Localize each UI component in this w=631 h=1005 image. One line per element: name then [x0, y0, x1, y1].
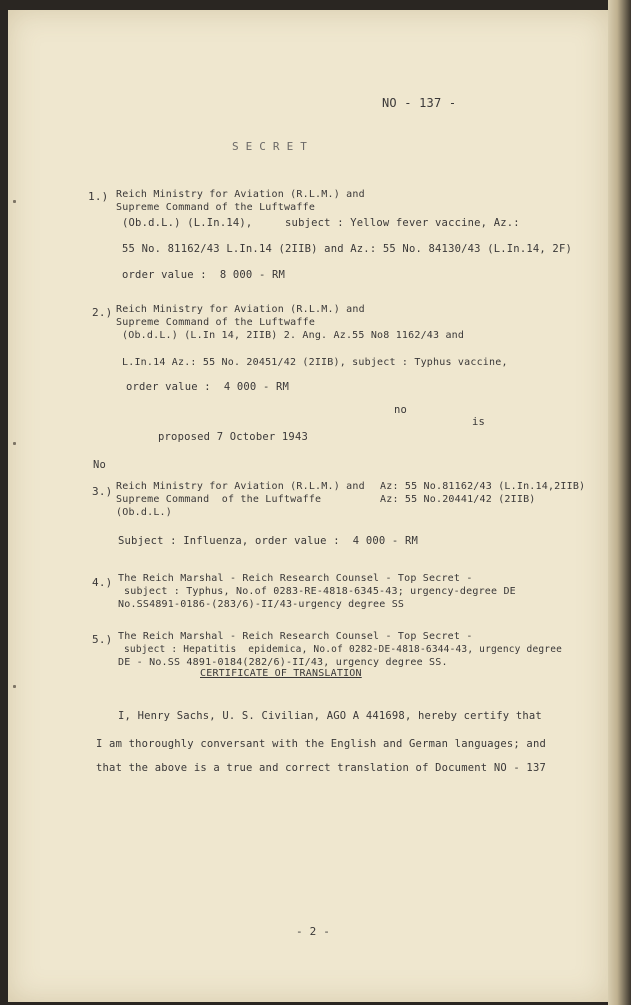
item-line: Supreme Command of the Luftwaffe	[116, 317, 316, 328]
certificate-line: I am thoroughly conversant with the English and German languages; and	[96, 738, 546, 750]
item-number: 1.)	[88, 190, 109, 203]
item-line: subject : Typhus, No.of 0283-RE-4818-6345-43; urgency-degree DE	[124, 586, 516, 597]
item-line: order value : 8 000 - RM	[122, 269, 286, 281]
item-line: order value : 4 000 - RM	[126, 381, 290, 393]
item-line: Reich Ministry for Aviation (R.L.M.) and	[116, 189, 365, 200]
az-line: Az: 55 No.20441/42 (2IIB)	[380, 494, 536, 505]
punch-hole	[13, 200, 16, 203]
item-line: No.SS4891-0186-(283/6)-II/43-urgency degree SS	[118, 599, 405, 610]
certificate-title: CERTIFICATE OF TRANSLATION	[200, 668, 362, 679]
item-line: DE - No.SS 4891-0184(282/6)-II/43, urgency degree SS.	[118, 657, 448, 668]
item-line: Supreme Command of the Luftwaffe	[116, 494, 322, 505]
page-number: - 2 -	[296, 925, 331, 938]
item-line: Reich Ministry for Aviation (R.L.M.) and	[116, 304, 365, 315]
handwritten-is: is	[472, 416, 486, 428]
document-number: NO - 137 -	[382, 96, 457, 110]
punch-hole	[13, 442, 16, 445]
item-number: 3.)	[92, 485, 113, 498]
item-number: 5.)	[92, 633, 113, 646]
proposed-date: proposed 7 October 1943	[158, 431, 308, 443]
item-line: (Ob.d.L.) (L.In.14), subject : Yellow fever vaccine, Az.:	[122, 217, 520, 229]
item-line: The Reich Marshal - Reich Research Counsel - Top Secret -	[118, 573, 473, 584]
item-line: The Reich Marshal - Reich Research Counsel - Top Secret -	[118, 631, 473, 642]
item-line: (Ob.d.L.) (L.In 14, 2IIB) 2. Ang. Az.55 No8 1162/43 and	[122, 330, 465, 341]
classification-heading: S E C R E T	[232, 140, 308, 153]
document-page	[8, 10, 608, 1002]
item-line: (Ob.d.L.)	[116, 507, 172, 518]
item-line: Reich Ministry for Aviation (R.L.M.) and	[116, 481, 365, 492]
az-line: Az: 55 No.81162/43 (L.In.14,2IIB)	[380, 481, 586, 492]
item-line: L.In.14 Az.: 55 No. 20451/42 (2IIB), subject : Typhus vaccine,	[122, 357, 508, 368]
no-label: No	[93, 459, 107, 471]
item-subject: Subject : Influenza, order value : 4 000 - RM	[118, 535, 418, 547]
item-line: subject : Hepatitis epidemica, No.of 0282-DE-4818-6344-43, urgency degree	[124, 644, 563, 655]
item-line: 55 No. 81162/43 L.In.14 (2IIB) and Az.: 55 No. 84130/43 (L.In.14, 2F)	[122, 243, 572, 255]
scan-edge	[608, 0, 631, 1005]
certificate-line: I, Henry Sachs, U. S. Civilian, AGO A 441698, hereby certify that	[118, 710, 542, 722]
punch-hole	[13, 685, 16, 688]
item-line: Supreme Command of the Luftwaffe	[116, 202, 316, 213]
item-number: 2.)	[92, 306, 113, 319]
certificate-line: that the above is a true and correct translation of Document NO - 137	[96, 762, 546, 774]
handwritten-no: no	[394, 404, 408, 416]
item-number: 4.)	[92, 576, 113, 589]
